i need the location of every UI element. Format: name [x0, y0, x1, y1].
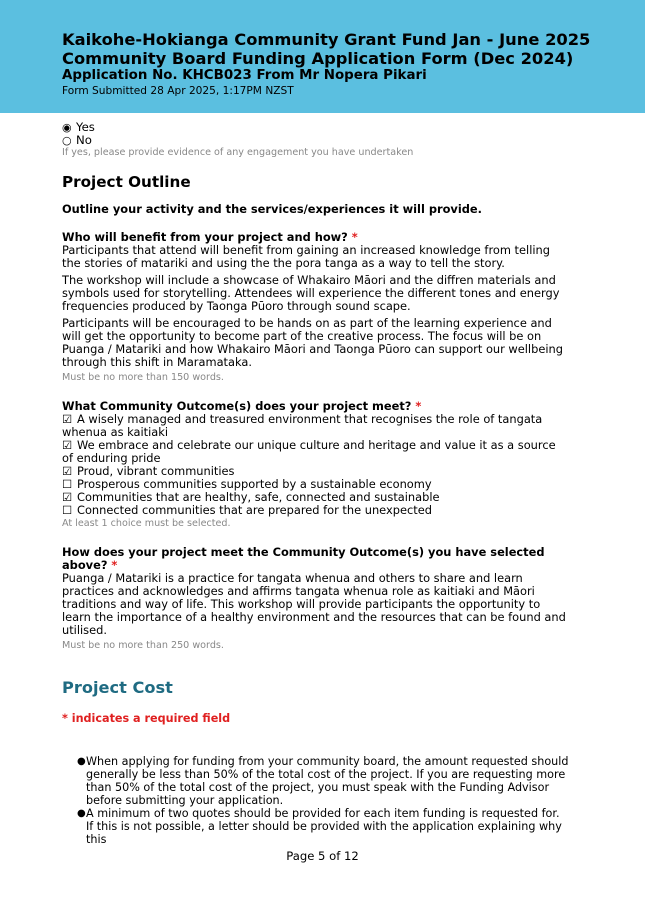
required-marker: *: [111, 558, 118, 572]
project-cost-heading: Project Cost: [62, 678, 173, 697]
benefit-answer-p2: The workshop will include a showcase of Whakairo Māori and the diffren materials and symbols used for storytelling. Attendees will experience the different tones and energy frequencies produced by Taonga Pūoro through sound scape.: [62, 273, 560, 313]
list-item: [78, 807, 570, 846]
bullet-text: When applying for funding from your community board, the amount requested should generally be less than 50% of the total cost of the project. If you are requesting more than 50% of the total cost of the project, you must speak with the Funding Advisor before submitting your application.: [86, 755, 569, 807]
radio-unselected-icon: ○: [62, 134, 72, 147]
project-outline-heading: Project Outline: [62, 173, 191, 191]
engagement-radio-group: [62, 121, 570, 159]
funding-guidelines-list: [62, 755, 570, 846]
question-text: Who will benefit from your project and how?: [62, 230, 348, 244]
form-title-line1: Kaikohe-Hokianga Community Grant Fund Jan - June 2025: [62, 30, 591, 49]
checkbox-label: We embrace and celebrate our unique culture and heritage and value it as a source of enduring pride: [62, 438, 556, 465]
form-title-line2: Community Board Funding Application Form (Dec 2024): [62, 49, 574, 68]
checkbox-unchecked-icon: ☐: [62, 477, 73, 491]
engagement-help-text: If yes, please provide evidence of any engagement you have undertaken: [62, 147, 414, 158]
required-marker: *: [415, 399, 422, 413]
checkbox-checked-icon: ☑: [62, 490, 73, 504]
meet-question: [62, 546, 570, 572]
bullet-icon: ●: [77, 756, 86, 767]
checkbox-checked-icon: ☑: [62, 464, 73, 478]
outcomes-checkbox-list: [62, 413, 570, 517]
checkbox-label: Connected communities that are prepared for the unexpected: [77, 503, 432, 517]
checkbox-label: Prosperous communities supported by a sustainable economy: [77, 477, 432, 491]
benefit-answer-p1: Participants that attend will benefit from gaining an increased knowledge from telling the stories of matariki and using the the pora tanga as a way to tell the story.: [62, 243, 550, 270]
page-number: Page 5 of 12: [286, 849, 359, 863]
submitted-timestamp: Form Submitted 28 Apr 2025, 1:17PM NZST: [62, 85, 294, 97]
meet-answer: Puanga / Matariki is a practice for tangata whenua and others to share and learn practices and acknowledges and affirms tangata whenua role as kaitiaki and Māori traditions and way of life. This workshop will provide participants the opportunity to learn the importance of a healthy environment and the resources that can be found and utilised.: [62, 571, 566, 637]
radio-option-yes[interactable]: [62, 121, 570, 134]
list-item: [78, 755, 570, 807]
radio-label: Yes: [76, 120, 95, 134]
bullet-text: A minimum of two quotes should be provided for each item funding is requested for. If this is not possible, a letter should be provided with the application explaining why this: [86, 807, 562, 846]
outcome-checkbox[interactable]: [62, 504, 570, 517]
outline-intro: Outline your activity and the services/experiences it will provide.: [62, 202, 482, 216]
required-marker: *: [351, 230, 358, 244]
benefit-answer-p3: Participants will be encouraged to be hands on as part of the learning experience and will get the opportunity to become part of the creative process. The focus will be on Puanga / Matariki and how Whakairo Māori and Taonga Pūoro can support our wellbeing through this shift in Maramataka.: [62, 316, 563, 369]
radio-label: No: [76, 133, 92, 147]
application-number: Application No. KHCB023 From Mr Nopera Pikari: [62, 68, 427, 83]
outcome-checkbox[interactable]: [62, 413, 570, 439]
benefit-word-limit: Must be no more than 150 words.: [62, 372, 224, 383]
checkbox-checked-icon: ☑: [62, 438, 73, 452]
form-content: [62, 121, 570, 846]
required-field-note: * indicates a required field: [62, 712, 231, 725]
outcomes-help-text: At least 1 choice must be selected.: [62, 518, 231, 529]
checkbox-unchecked-icon: ☐: [62, 503, 73, 517]
bullet-icon: ●: [77, 808, 86, 819]
radio-option-no[interactable]: [62, 134, 570, 147]
question-text: What Community Outcome(s) does your project meet?: [62, 399, 412, 413]
question-text: How does your project meet the Community Outcome(s) you have selected above?: [62, 545, 545, 572]
checkbox-label: A wisely managed and treasured environment that recognises the role of tangata whenua as kaitiaki: [62, 412, 543, 439]
checkbox-checked-icon: ☑: [62, 412, 73, 426]
form-header: [0, 0, 645, 113]
meet-word-limit: Must be no more than 250 words.: [62, 640, 224, 651]
outcome-checkbox[interactable]: [62, 439, 570, 465]
checkbox-label: Proud, vibrant communities: [77, 464, 235, 478]
radio-selected-icon: ◉: [62, 121, 72, 134]
checkbox-label: Communities that are healthy, safe, connected and sustainable: [77, 490, 440, 504]
